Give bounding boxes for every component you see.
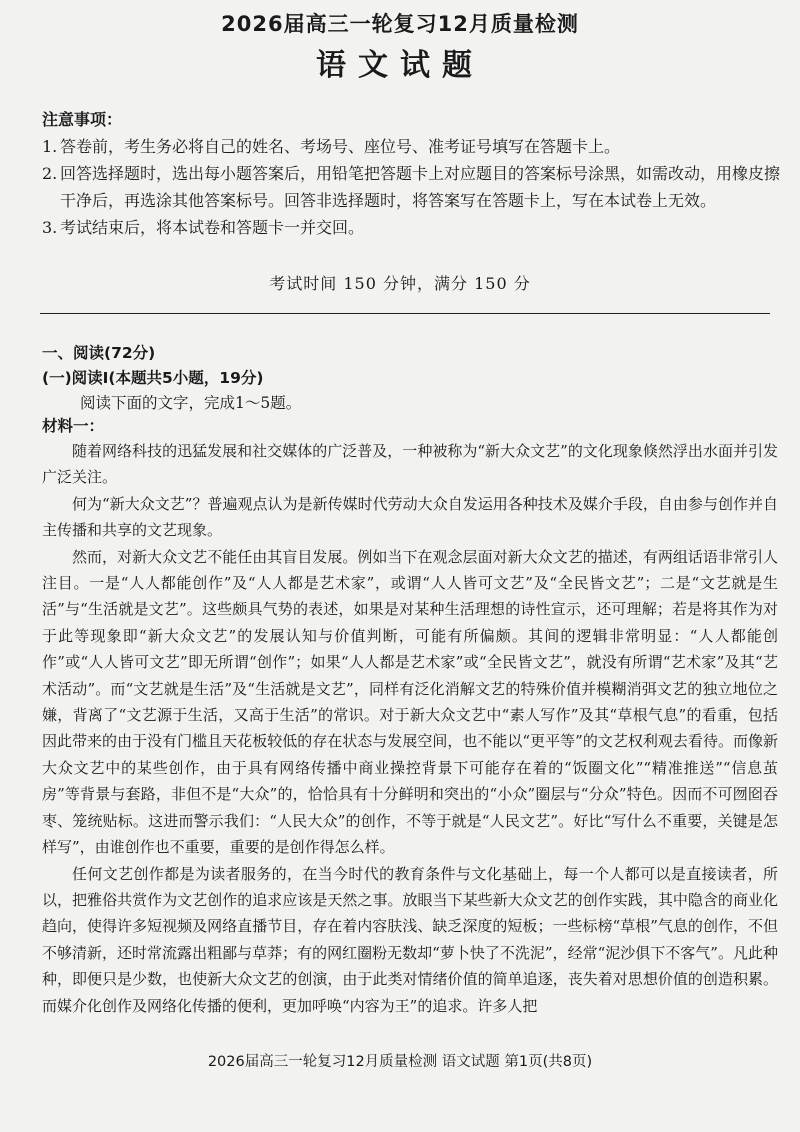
notice-block: [42, 106, 782, 241]
passage-paragraph: 然而，对新大众文艺不能任由其盲目发展。例如当下在观念层面对新大众文艺的描述，有两组话语非常引人注目。一是“人人都能创作”及“人人都是艺术家”，或谓“人人皆可文艺”及“全民皆文艺”；二是“文艺就是生活”与“生活就是文艺”。这些颇具气势的表述，如果是对某种生活理想的诗性宣示，还可理解；若是将其作为对于此等现象即“新大众文艺”的发展认知与价值判断，可能有所偏颇。其间的逻辑非常明显：“人人都能创作”或“人人皆可文艺”即无所谓“创作”；如果“人人都是艺术家”或“全民皆文艺”，就没有所谓“艺术家”及其“艺术活动”。而“文艺就是生活”及“生活就是文艺”，同样有泛化消解文艺的特殊价值并模糊消弭文艺的独立地位之嫌，背离了“文艺源于生活，又高于生活”的常识。对于新大众文艺中“素人写作”及其“草根气息”的看重，包括因此带来的由于没有门槛且天花板较低的存在状态与发展空间，也不能以“更平等”的文艺权利观去看待。而像新大众文艺中的某些创作，由于具有网络传播中商业操控背景下可能存在着的“饭圈文化”“精准推送”“信息茧房”等背景与套路，非但不是“大众”的，恰恰具有十分鲜明和突出的“小众”圈层与“分众”特色。因而不可囫囵吞枣、笼统贴标。这进而警示我们：“人民大众”的创作，不等于就是“人民文艺”。好比“写什么不重要，关键是怎样写”，由谁创作也不重要，重要的是创作得怎么样。: [42, 547, 778, 857]
passage-paragraph: 随着网络科技的迅猛发展和社交媒体的广泛普及，一种被称为“新大众文艺”的文化现象倏然浮出水面并引发广泛关注。: [42, 442, 778, 487]
notice-heading: 注意事项：: [42, 110, 123, 129]
notice-item-number: 3.: [42, 218, 58, 237]
section-heading: 一、阅读(72分): [42, 344, 156, 362]
exam-time: 考试时间 150 分钟，满分 150 分: [269, 274, 531, 293]
subsection-heading: (一)阅读Ⅰ(本题共5小题，19分): [42, 369, 264, 387]
reading-instruction: 阅读下面的文字，完成1～5题。: [80, 394, 302, 412]
page-footer: 2026届高三一轮复习12月质量检测 语文试题 第1页(共8页): [207, 1054, 593, 1070]
divider-line: [40, 313, 770, 314]
notice-item-text: 回答选择题时，选出每小题答案后，用铅笔把答题卡上对应题目的答案标号涂黑，如需改动，用橡皮擦干净后，再选涂其他答案标号。回答非选择题时，将答案写在答题卡上，写在本试卷上无效。: [60, 164, 781, 210]
notice-item: [42, 133, 782, 160]
notice-item-number: 1.: [42, 137, 58, 156]
material-label: 材料一：: [42, 417, 105, 435]
notice-item-text: 考试结束后，将本试卷和答题卡一并交回。: [60, 218, 365, 237]
subject-title: 语文试题: [316, 48, 484, 83]
passage-paragraph: 任何文艺创作都是为读者服务的，在当今时代的教育条件与文化基础上，每一个人都可以是直接读者，所以，把雅俗共赏作为文艺创作的追求应该是天然之事。放眼当下某些新大众文艺的创作实践，其中隐含的商业化趋向，使得许多短视频及网络直播节目，存在着内容肤浅、缺乏深度的短板；一些标榜“草根”气息的创作，不但不够清新，还时常流露出粗鄙与草莽；有的网红圈粉无数却“萝卜快了不洗泥”，经常“泥沙俱下不客气”。凡此种种，即便只是少数，也使新大众文艺的创演，由于此类对情绪价值的简单追逐，丧失着对思想价值的创造积累。而媒介化创作及网络化传播的便利，更加呼唤“内容为王”的追求。许多人把: [42, 864, 778, 1015]
exam-title: 2026届高三一轮复习12月质量检测: [221, 12, 579, 36]
notice-item: [42, 160, 782, 214]
reading-passage: [42, 438, 778, 1019]
passage-paragraph: 何为“新大众文艺”？普遍观点认为是新传媒时代劳动大众自发运用各种技术及媒介手段，自由参与创作并自主传播和共享的文艺现象。: [42, 494, 778, 540]
notice-item-text: 答卷前，考生务必将自己的姓名、考场号、座位号、准考证号填写在答题卡上。: [60, 137, 621, 156]
notice-item: [42, 214, 782, 241]
notice-item-number: 2.: [42, 164, 58, 183]
